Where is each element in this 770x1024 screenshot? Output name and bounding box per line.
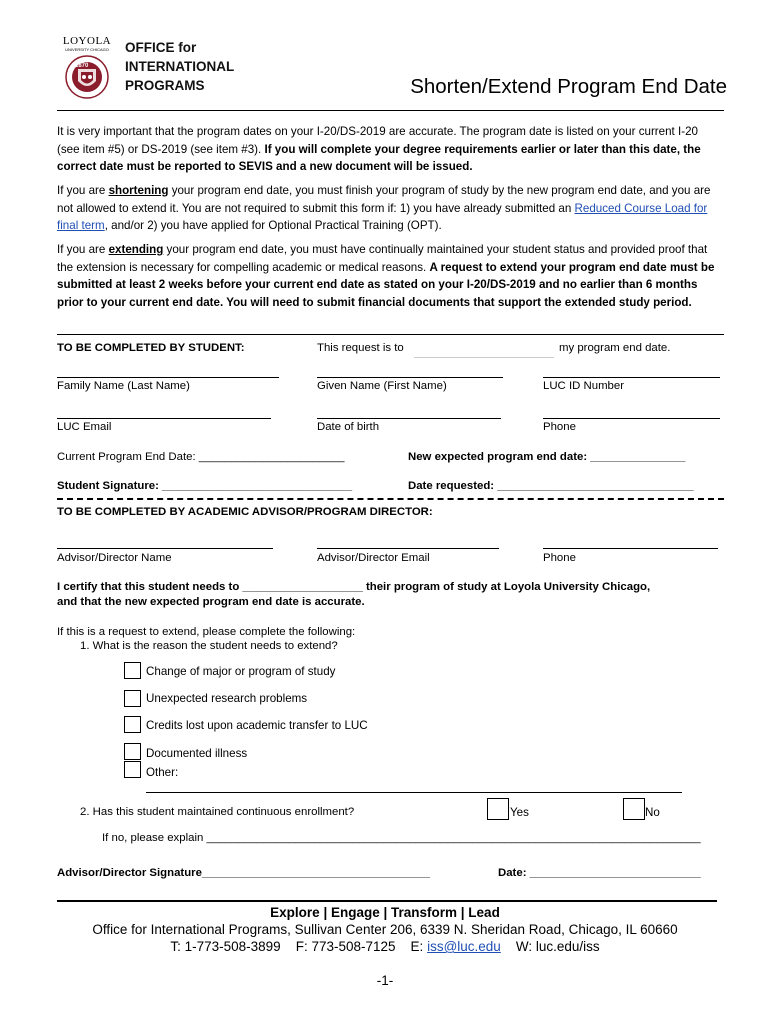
question-1: 1. What is the reason the student needs to extend? — [80, 640, 338, 652]
header-divider — [57, 110, 724, 111]
checkbox-yes[interactable] — [487, 798, 509, 820]
date-requested-field[interactable]: Date requested: _______________________________ — [408, 480, 694, 492]
certify-line-1[interactable]: I certify that this student needs to ___________________ their program of study at Loyola University Chicago, — [57, 581, 651, 593]
intro-paragraph-1 — [57, 123, 722, 176]
checkbox-no[interactable] — [623, 798, 645, 820]
extend-intro: If this is a request to extend, please complete the following: — [57, 626, 356, 638]
advisor-section-heading: TO BE COMPLETED BY ACADEMIC ADVISOR/PROGRAM DIRECTOR: — [57, 506, 433, 518]
footer-divider — [57, 900, 717, 902]
intro-p3-text-b: your program end date, you must have continually maintained your student status and provided proof that the extension is necessary for compelling academic or medical reasons. — [57, 243, 708, 274]
no-label: No — [645, 806, 660, 819]
footer-tagline: Explore | Engage | Transform | Lead — [270, 905, 500, 920]
option-other: Other: — [146, 766, 179, 779]
checkbox-credits-lost[interactable] — [124, 716, 141, 733]
intro-p1-text: It is very important that the program dates on your I-20/DS-2019 are accurate. The program date is listed on your current I-20 (see item #5) or DS-2019 (see item #3). — [57, 125, 698, 156]
page-title: Shorten/Extend Program End Date — [410, 75, 727, 98]
checkbox-documented-illness[interactable] — [124, 743, 141, 760]
office-name — [125, 38, 234, 95]
advisor-email-field[interactable] — [317, 548, 499, 549]
footer-email-label: E: — [410, 939, 424, 954]
reduced-course-load-link[interactable]: Reduced Course Load for final term — [57, 201, 708, 233]
office-line2: INTERNATIONAL — [125, 59, 235, 74]
advisor-signature-field[interactable]: Advisor/Director Signature____________________________________ — [57, 867, 431, 879]
dob-field[interactable] — [317, 418, 501, 419]
question-2: 2. Has this student maintained continuous enrollment? — [80, 806, 355, 818]
dob-label: Date of birth — [317, 421, 380, 433]
intro-p2-text: If you are — [57, 184, 109, 197]
logo-sub: UNIVERSITY CHICAGO — [65, 47, 109, 52]
luc-id-label: LUC ID Number — [543, 380, 625, 392]
other-reason-field[interactable] — [146, 792, 682, 793]
phone-label: Phone — [543, 421, 576, 433]
luc-id-field[interactable] — [543, 377, 720, 378]
header — [57, 35, 727, 110]
loyola-logo — [57, 35, 117, 105]
explain-field[interactable]: If no, please explain ______________________________________________________________________________ — [102, 832, 701, 844]
given-name-label: Given Name (First Name) — [317, 380, 447, 392]
option-documented-illness: Documented illness — [146, 747, 248, 760]
shield-icon — [65, 53, 109, 101]
intro-p3-bold: A request to extend your program end date must be submitted at least 2 weeks before your current end date as stated on your I-20/DS-2019 and no earlier than 6 months prior to your current end date. You will need to submit financial documents that support the extended study period. — [57, 260, 715, 309]
intro-p3-text: If you are — [57, 243, 109, 256]
request-text: This request is to — [317, 342, 404, 354]
luc-email-field[interactable] — [57, 418, 271, 419]
footer-tel: T: 1-773-508-3899 — [170, 939, 281, 954]
option-research-problems: Unexpected research problems — [146, 692, 308, 705]
footer-fax: F: 773-508-7125 — [295, 939, 396, 954]
footer-email-link[interactable]: iss@luc.edu — [427, 939, 501, 954]
intro-p2-text-b: your program end date, you must finish your program of study by the new program end date, and you are not allowed to extend it. You are not required to submit this form if: 1) you have already submitted an — [57, 184, 711, 215]
family-name-label: Family Name (Last Name) — [57, 380, 190, 392]
request-text-end: my program end date. — [559, 342, 671, 354]
certify-line-2: and that the new expected program end date is accurate. — [57, 596, 365, 608]
dashed-divider — [57, 498, 724, 500]
footer-address: Office for International Programs, Sullivan Center 206, 6339 N. Sheridan Road, Chicago, IL 60660 — [92, 922, 678, 937]
family-name-field[interactable] — [57, 377, 279, 378]
checkbox-research-problems[interactable] — [124, 690, 141, 707]
shortening-keyword: shortening — [108, 184, 169, 197]
footer-contacts — [0, 939, 770, 954]
intro-p2-text-c: , and/or 2) you have applied for Optional Practical Training (OPT). — [104, 219, 442, 233]
intro-paragraph-2 — [57, 182, 722, 235]
student-section-heading: TO BE COMPLETED BY STUDENT: — [57, 342, 245, 354]
logo-year: 1870 — [75, 63, 89, 69]
checkbox-other[interactable] — [124, 761, 141, 778]
phone-field[interactable] — [543, 418, 720, 419]
checkbox-change-major[interactable] — [124, 662, 141, 679]
advisor-phone-label: Phone — [543, 552, 576, 564]
student-section-divider — [57, 334, 724, 335]
option-change-major: Change of major or program of study — [146, 665, 336, 678]
extending-keyword: extending — [108, 243, 164, 256]
logo-word: LOYOLA — [62, 35, 112, 47]
advisor-phone-field[interactable] — [543, 548, 718, 549]
given-name-field[interactable] — [317, 377, 503, 378]
office-line1: OFFICE for — [125, 40, 197, 55]
page-number: -1- — [376, 973, 394, 988]
advisor-name-label: Advisor/Director Name — [57, 552, 172, 564]
current-end-date-field[interactable]: Current Program End Date: _______________________ — [57, 451, 345, 463]
office-line3: PROGRAMS — [125, 78, 205, 93]
advisor-email-label: Advisor/Director Email — [317, 552, 430, 564]
new-end-date-field[interactable]: New expected program end date: _______________ — [408, 451, 686, 463]
student-signature-field[interactable]: Student Signature: ______________________________ — [57, 480, 353, 492]
luc-email-label: LUC Email — [57, 421, 112, 433]
intro-p1-bold: If you will complete your degree requirements earlier or later than this date, the correct date must be reported to SEVIS and a new document will be issued. — [57, 142, 701, 174]
yes-label: Yes — [510, 806, 529, 819]
advisor-name-field[interactable] — [57, 548, 273, 549]
advisor-date-field[interactable]: Date: ___________________________ — [498, 867, 701, 879]
option-credits-lost: Credits lost upon academic transfer to LUC — [146, 719, 368, 732]
request-action-field[interactable] — [414, 343, 554, 358]
footer-web: W: luc.edu/iss — [515, 939, 600, 954]
intro-paragraph-3 — [57, 241, 722, 311]
